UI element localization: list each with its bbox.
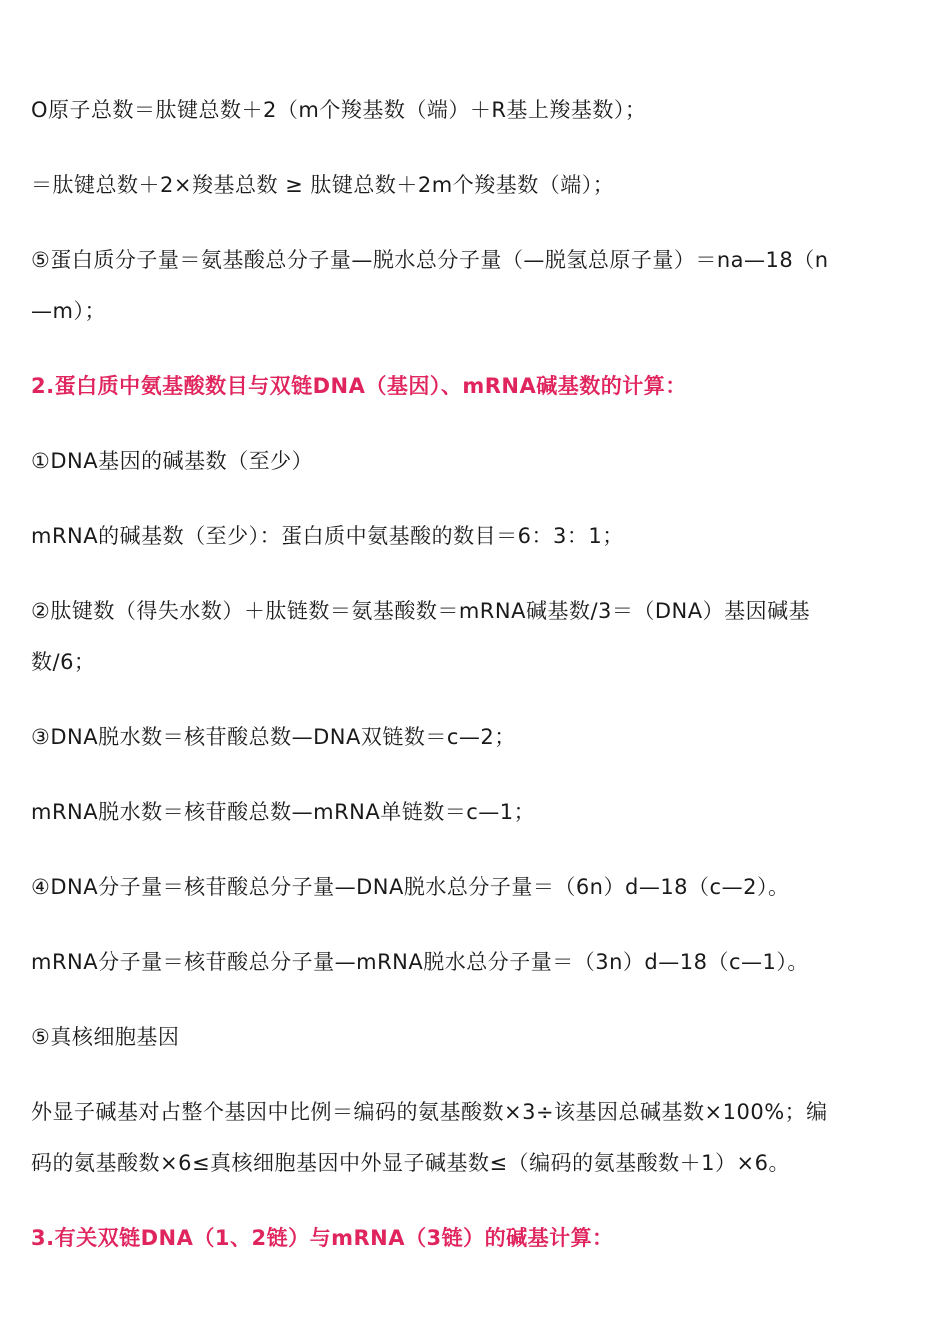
exon-ratio-formula: 外显子碱基对占整个基因中比例＝编码的氨基酸数×3÷该基因总碱基数×100%；编: [31, 1100, 828, 1124]
mrna-molecular-weight: mRNA分子量＝核苷酸总分子量—mRNA脱水总分子量＝（3n）d—18（c—1）。: [31, 950, 809, 974]
section-heading-2: 2.蛋白质中氨基酸数目与双链DNA（基因）、mRNA碱基数的计算：: [31, 374, 687, 398]
section-heading-3: 3.有关双链DNA（1、2链）与mRNA（3链）的碱基计算：: [31, 1226, 614, 1250]
mrna-base-ratio: mRNA的碱基数（至少）：蛋白质中氨基酸的数目＝6：3：1；: [31, 524, 624, 548]
mrna-dehydration: mRNA脱水数＝核苷酸总数—mRNA单链数＝c—1；: [31, 800, 536, 824]
o-atom-formula: O原子总数＝肽键总数＋2（m个羧基数（端）＋R基上羧基数）；: [31, 98, 647, 122]
peptide-bond-formula-cont: 数/6；: [31, 650, 96, 674]
protein-mass-formula: ⑤蛋白质分子量＝氨基酸总分子量—脱水总分子量（—脱氢总原子量）＝na—18（n: [31, 248, 829, 272]
exon-ratio-formula-cont: 码的氨基酸数×6≤真核细胞基因中外显子碱基数≤（编码的氨基酸数＋1）×6。: [31, 1151, 790, 1175]
peptide-bond-formula: ②肽键数（得失水数）＋肽链数＝氨基酸数＝mRNA碱基数/3＝（DNA）基因碱基: [31, 599, 811, 623]
o-atom-formula-cont: ＝肽键总数＋2×羧基总数 ≥ 肽键总数＋2m个羧基数（端）；: [31, 173, 615, 197]
eukaryotic-gene-heading: ⑤真核细胞基因: [31, 1025, 180, 1049]
protein-mass-formula-cont: —m）；: [31, 299, 106, 323]
dna-base-count: ①DNA基因的碱基数（至少）: [31, 449, 314, 473]
dna-dehydration: ③DNA脱水数＝核苷酸总数—DNA双链数＝c—2；: [31, 725, 516, 749]
dna-molecular-weight: ④DNA分子量＝核苷酸总分子量—DNA脱水总分子量＝（6n）d—18（c—2）。: [31, 875, 790, 899]
